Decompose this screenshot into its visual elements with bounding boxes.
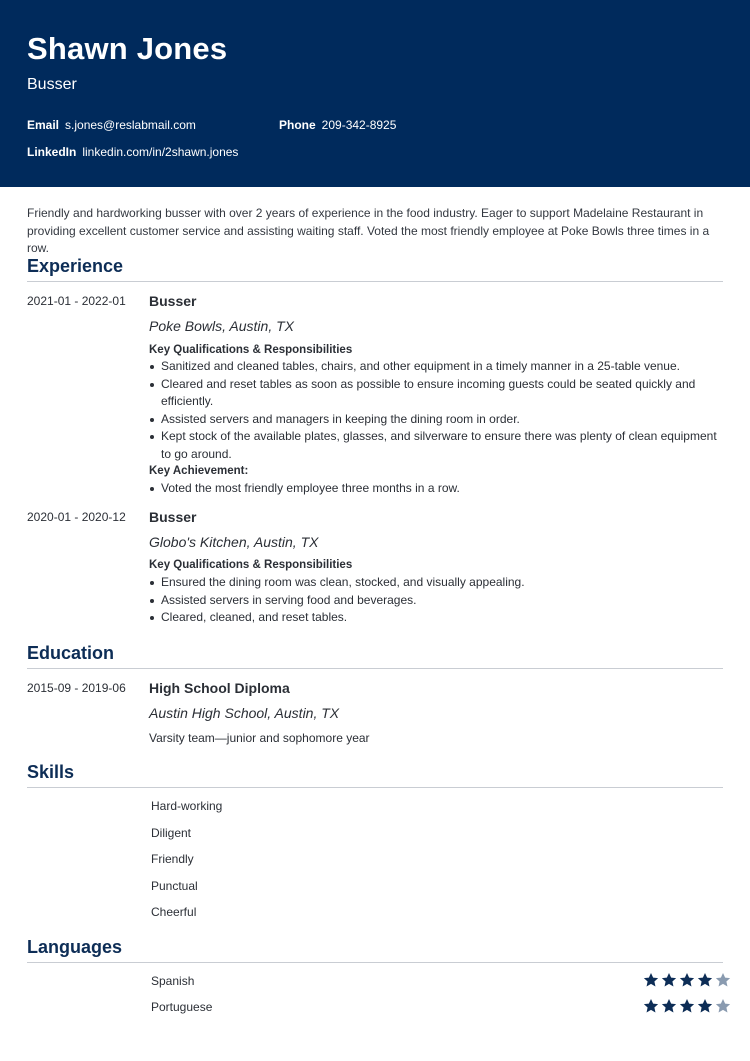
list-item: Assisted servers in serving food and beverages. [149,592,727,610]
list-item: Voted the most friendly employee three months in a row. [149,480,727,498]
language-rating [643,998,731,1014]
job-company: Globo's Kitchen, Austin, TX [149,534,319,550]
responsibilities-list [149,574,727,627]
skills-divider [27,787,723,788]
language-name: Portuguese [151,1000,213,1014]
list-item: Kept stock of the available plates, glasses, and silverware to ensure there was plenty of clean equipment to go around. [149,428,727,463]
skill-item: Cheerful [151,905,197,919]
star-filled-icon [661,998,677,1014]
responsibilities-label: Key Qualifications & Responsibilities [149,344,353,356]
languages-heading: Languages [27,937,123,957]
language-name: Spanish [151,974,195,988]
phone-value[interactable]: 209-342-8925 [321,118,397,132]
candidate-title: Busser [27,76,77,93]
responsibilities-label: Key Qualifications & Responsibilities [149,559,353,571]
star-filled-icon [697,972,713,988]
candidate-name: Shawn Jones [27,31,228,66]
education-heading: Education [27,643,115,663]
list-item: Assisted servers and managers in keeping the dining room in order. [149,411,727,429]
star-empty-icon [715,998,731,1014]
star-filled-icon [697,998,713,1014]
skills-heading: Skills [27,762,75,782]
school-name: Austin High School, Austin, TX [149,705,340,721]
contact-email [27,118,196,132]
linkedin-value[interactable]: linkedin.com/in/2shawn.jones [82,145,239,159]
phone-label: Phone [279,118,316,132]
resume-header [0,0,750,187]
language-rating [643,972,731,988]
education-note: Varsity team—junior and sophomore year [149,731,370,745]
contact-phone [279,118,396,132]
experience-divider [27,281,723,282]
achievements-list [149,480,727,498]
star-filled-icon [643,998,659,1014]
job-dates: 2020-01 - 2020-12 [27,510,126,524]
job-company: Poke Bowls, Austin, TX [149,318,294,334]
skill-item: Diligent [151,826,192,840]
star-filled-icon [679,998,695,1014]
job-dates: 2021-01 - 2022-01 [27,294,126,308]
skill-item: Punctual [151,879,198,893]
education-divider [27,668,723,669]
job-title: Busser [149,293,197,309]
star-filled-icon [643,972,659,988]
languages-divider [27,962,723,963]
skill-item: Hard-working [151,799,223,813]
responsibilities-list [149,358,727,463]
email-value[interactable]: s.jones@reslabmail.com [65,118,196,132]
job-title: Busser [149,509,197,525]
list-item: Cleared and reset tables as soon as possible to ensure incoming guests could be seated quickly and efficiently. [149,376,727,411]
education-dates: 2015-09 - 2019-06 [27,681,126,695]
contact-linkedin [27,145,238,159]
list-item: Ensured the dining room was clean, stocked, and visually appealing. [149,574,727,592]
experience-heading: Experience [27,256,124,276]
linkedin-label: LinkedIn [27,145,77,159]
summary-text: Friendly and hardworking busser with over 2 years of experience in the food industry. Eager to support Madelaine Restaurant in providing excellent customer service and assisting waiting staff. Voted the most friendly employee at Poke Bowls three times in a row. [27,206,710,255]
degree-title: High School Diploma [149,680,290,696]
star-filled-icon [679,972,695,988]
list-item: Cleared, cleaned, and reset tables. [149,609,727,627]
email-label: Email [27,118,60,132]
list-item: Sanitized and cleaned tables, chairs, and other equipment in a timely manner in a 25-table venue. [149,358,727,376]
skill-item: Friendly [151,852,194,866]
achievement-label: Key Achievement: [149,465,249,477]
star-empty-icon [715,972,731,988]
star-filled-icon [661,972,677,988]
